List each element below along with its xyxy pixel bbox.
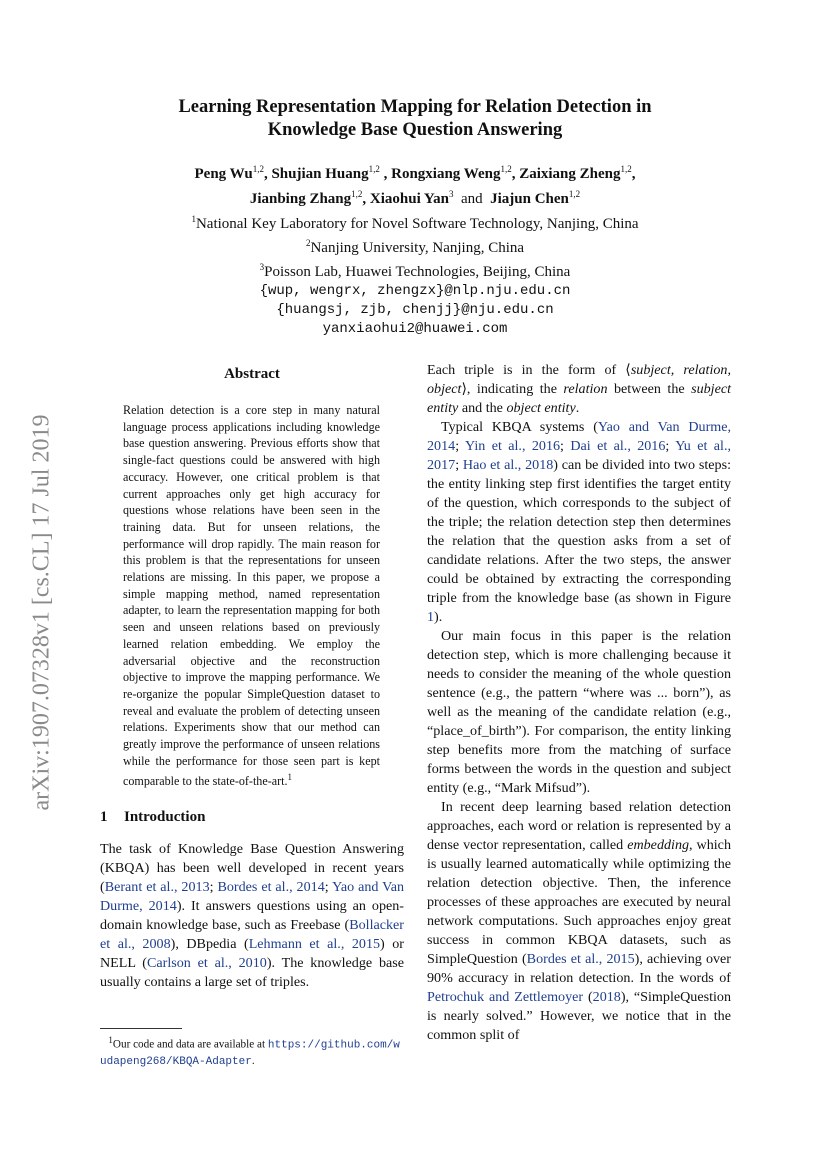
author-affiliation-mark: 1,2 <box>568 189 581 199</box>
author-affiliation-mark: 1,2 <box>500 164 512 174</box>
author-name: Peng Wu <box>194 166 253 182</box>
abstract-heading: Abstract <box>224 366 280 382</box>
affiliation-list <box>100 210 730 339</box>
author-affiliation-mark: 1,2 <box>351 189 363 199</box>
citation-link[interactable]: 2018 <box>592 989 621 1005</box>
paragraph: Typical KBQA systems (Yao and Van Durme, 2014; Yin et al., 2016; Dai et al., 2016; Yu et al., 2017; Hao et al., 2018) can be divided into two steps: the entity linking step first identifies the target entity of the question, which corresponds to the subject of the triple; the relation detection step then determines the relation that the question asks from a set of candidate relations. After the two steps, the answer could be obtained by extracting the corresponding triple from the knowledge base (as shown in Figure 1). <box>427 419 731 625</box>
citation-link[interactable]: Yin et al., 2016 <box>464 438 561 454</box>
author-name: Xiaohui Yan <box>369 191 449 207</box>
section-heading-introduction <box>100 808 404 826</box>
author-affiliation-mark: 1,2 <box>368 164 380 174</box>
citation-link[interactable]: Petrochuk and Zettlemoyer <box>427 989 584 1005</box>
affiliation-line: $^3$Poisson Lab, Huawei Technologies, Beijing, China <box>259 262 571 280</box>
footnote <box>100 1028 404 1070</box>
author-affiliation-mark: 3 <box>448 189 454 199</box>
paragraph: In recent deep learning based relation detection approaches, each word or relation is represented by a dense vector representation, called embedding, which is usually learned automatically while optimizing the relation detection objective. Then, the inference processes of these approaches are executed by neural network computations. Such approaches enjoy great success in common KBQA datasets, such as SimpleQuestion (Bordes et al., 2015), achieving over 90% accuracy in relation detection. In the words of Petrochuk and Zettlemoyer (2018), “SimpleQuestion is nearly solved.” However, we notice that in the common split of <box>427 799 732 1043</box>
paragraph: Our main focus in this paper is the relation detection step, which is more challenging because it needs to consider the meaning of the whole question sentence (e.g., the pattern “where was ... born”), as well as the meaning of the candidate relation (e.g., “place_of_birth”). For comparison, the entity linking step benefits more from the matching of surface forms between the words in the question and subject entity (e.g., “Mark Mifsud”). <box>427 628 731 796</box>
arxiv-stamp-text: arXiv:1907.07328v1 [cs.CL] 17 Jul 2019 <box>28 414 55 811</box>
citation-link[interactable]: Yao and Van Durme, 2014 <box>427 419 731 454</box>
title-line-2: Knowledge Base Question Answering <box>267 120 563 140</box>
affiliation-mark: 1 <box>191 214 196 224</box>
citation-link[interactable]: Bollacker et al., 2008 <box>100 917 404 953</box>
email-line: {huangsj, zjb, chenjj}@nju.edu.cn <box>276 302 554 318</box>
footnote-number: 1 <box>108 1035 113 1045</box>
emphasis: embedding <box>627 837 690 853</box>
section-number: 1 <box>100 809 108 826</box>
title-line-1: Learning Representation Mapping for Relation Detection in <box>178 97 652 117</box>
emphasis: relation <box>563 381 608 397</box>
right-column <box>427 362 732 1045</box>
email-line: yanxiaohui2@huawei.com <box>322 321 508 337</box>
author-affiliation-mark: 1,2 <box>620 164 632 174</box>
affiliation-line: $^2$Nanjing University, Nanjing, China <box>305 238 525 256</box>
affiliation-line: $^1$National Key Laboratory for Novel Software Technology, Nanjing, China <box>191 214 639 232</box>
citation-link[interactable]: Bordes et al., 2015 <box>526 951 635 967</box>
arxiv-identifier-stamp <box>22 375 62 850</box>
paper-title <box>100 96 730 142</box>
footnote-mark: 1 <box>287 772 293 783</box>
emphasis: object entity <box>506 400 576 416</box>
author-name: Jiajun Chen <box>490 191 569 207</box>
citation-link[interactable]: Yao and Van Durme, 2014 <box>100 879 405 915</box>
author-list: Peng Wu$^{1,2}$, Shujian Huang$^{1,2}$ , Rongxiang Weng$^{1,2}$, Zaixiang Zheng$^{1,2}$, Jianbing Zhang$^{1,2}$, Xiaohui Yan$^3$ and Jiajun Chen$^{1,2}$ <box>194 164 636 207</box>
author-name: Jianbing Zhang <box>249 191 352 207</box>
citation-link[interactable]: Yu et al., 2017 <box>427 438 731 473</box>
affiliation-mark: 2 <box>305 238 311 248</box>
author-name: Shujian Huang <box>271 166 369 182</box>
intro-paragraph: The task of Knowledge Base Question Answering (KBQA) has been well developed in recent years (Berant et al., 2013; Bordes et al., 2014; Yao and Van Durme, 2014). It answers questions using an open-domain knowledge base, such as Freebase (Bollacker et al., 2008), DBpedia (Lehmann et al., 2015) or NELL (Carlson et al., 2010). The knowledge base usually contains a large set of triples. <box>100 841 405 991</box>
affiliation-mark: 3 <box>259 262 265 272</box>
footnote-rule <box>100 1028 182 1029</box>
section-title: Introduction <box>124 809 206 826</box>
figure-reference-link[interactable]: 1 <box>427 609 435 625</box>
citation-link[interactable]: Bordes et al., 2014 <box>217 879 325 896</box>
author-conjunction: and <box>460 191 483 207</box>
citation-link[interactable]: Dai et al., 2016 <box>570 438 666 454</box>
citation-link[interactable]: Berant et al., 2013 <box>104 879 210 896</box>
paper-header <box>100 96 730 339</box>
citation-link[interactable]: Hao et al., 2018 <box>462 457 554 473</box>
paragraph: Each triple is in the form of ⟨subject, relation, object⟩, indicating the relation between the subject entity and the object entity. <box>427 362 732 416</box>
citation-link[interactable]: Lehmann et al., 2015 <box>248 936 381 953</box>
email-line: {wup, wengrx, zhengzx}@nlp.nju.edu.cn <box>259 283 571 299</box>
author-affiliation-mark: 1,2 <box>252 164 264 174</box>
author-name: Zaixiang Zheng <box>519 166 621 182</box>
emphasis: subject, relation, object <box>427 362 731 397</box>
author-name: Rongxiang Weng <box>391 166 501 182</box>
code-repository-link[interactable]: https://github.com/wudapeng268/KBQA-Adapter <box>100 1039 400 1068</box>
emphasis: subject entity <box>427 381 732 416</box>
left-column <box>100 365 404 992</box>
citation-link[interactable]: Carlson et al., 2010 <box>146 955 267 972</box>
abstract-body: Relation detection is a core step in many natural language process applications including knowledge base question answering. Previous efforts show that single-fact questions could be answered with high accuracy. However, one critical problem is that current approaches only get high accuracy for questions whose relations have been seen in the training data. But for unseen relations, the performance will drop rapidly. The main reason for this problem is that the representations for unseen relations are missing. In this paper, we propose a simple mapping method, named representation adapter, to learn the representation mapping for both seen and unseen relations based on previously learned relation embedding. We employ the adversarial objective and the reconstruction objective to improve the mapping performance. We re-organize the popular SimpleQuestion dataset to reveal and evaluate the problem of detecting unseen relations. Experiments show that our method can greatly improve the performance of unseen relations while the performance for those seen part is kept comparable to the state-of-the-art.$^1$ <box>123 403 380 789</box>
footnote-text: $^1$Our code and data are available at https://github.com/wudapeng268/KBQA-Adapter. <box>100 1035 400 1068</box>
